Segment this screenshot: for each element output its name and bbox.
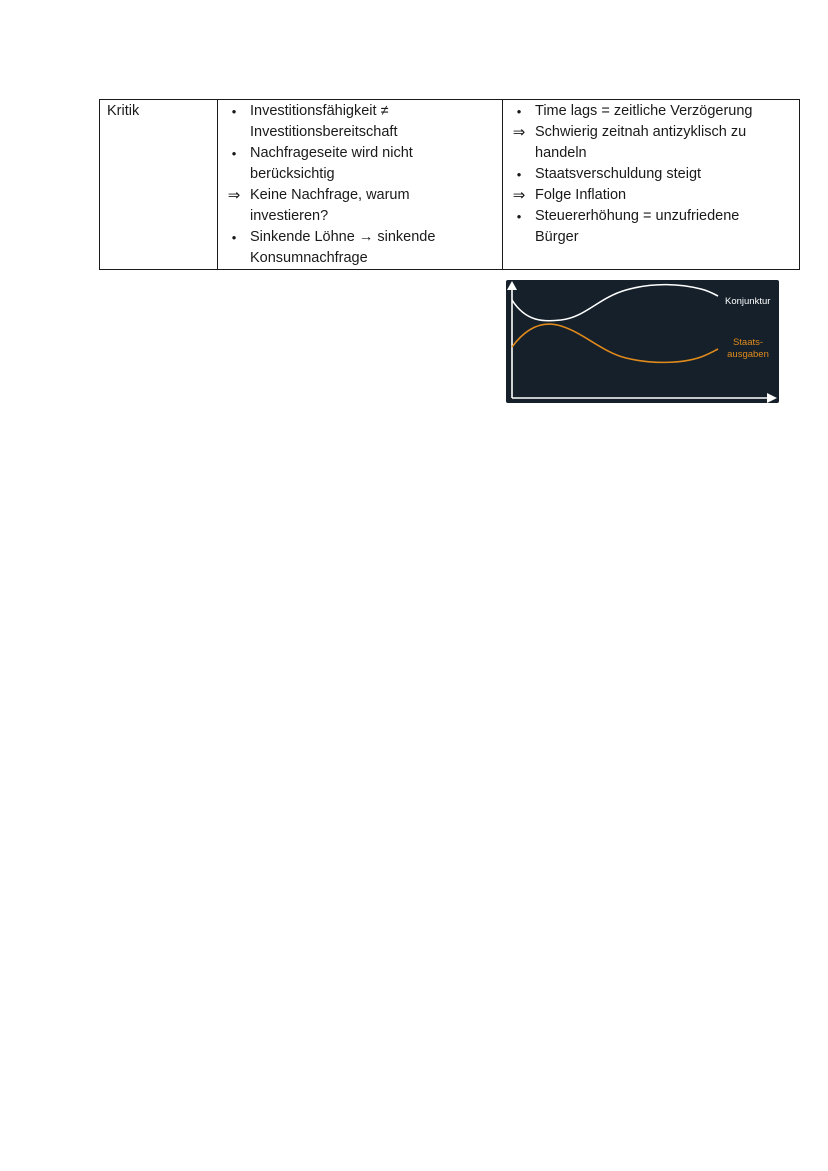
bullet-icon: • (516, 104, 522, 119)
list-item-text: Investitionsfähigkeit ≠ (250, 103, 389, 119)
list-item (218, 227, 502, 269)
bullet-icon: • (231, 104, 237, 119)
bullet-icon: • (231, 146, 237, 161)
row-label: Kritik (107, 103, 140, 119)
list-item (218, 185, 502, 227)
legend-staatsausgaben-line-1: Staats- (732, 337, 764, 348)
list-item-text: Schwierig zeitnah antizyklisch zu (535, 124, 747, 140)
bullet-icon: • (231, 230, 237, 245)
list-item-text: Staatsverschuldung steigt (535, 166, 702, 182)
business-cycle-chart (506, 280, 779, 403)
list-item-text: Bürger (535, 229, 579, 245)
legend-konjunktur: Konjunktur (725, 296, 771, 307)
list-item (503, 185, 799, 206)
list-item-text: handeln (535, 145, 587, 161)
implies-arrow-icon: ⇒ (512, 124, 526, 141)
list-item-text: Keine Nachfrage, warum (250, 187, 410, 203)
table-row (100, 100, 800, 270)
list-item-text: Nachfrageseite wird nicht (250, 145, 413, 161)
list-item (218, 143, 502, 185)
list-item-text: Folge Inflation (535, 187, 627, 203)
list-item-text: investieren? (250, 208, 329, 224)
implies-arrow-icon: ⇒ (227, 187, 241, 204)
criticism-list-3 (503, 101, 799, 248)
criticism-column-3 (503, 100, 800, 270)
row-label-cell (100, 100, 218, 270)
list-item-text: Time lags = zeitliche Verzögerung (535, 103, 753, 119)
list-item-text: Sinkende Löhne → sinkende (250, 229, 436, 245)
chart-svg (506, 280, 779, 403)
list-item (503, 164, 799, 185)
bullet-icon: • (516, 209, 522, 224)
list-item-text: Investitionsbereitschaft (250, 124, 398, 140)
series-konjunktur-line (512, 285, 718, 321)
x-axis-arrow (767, 393, 777, 403)
criticism-list-2 (218, 101, 502, 269)
list-item (503, 101, 799, 122)
implies-arrow-icon: ⇒ (512, 187, 526, 204)
bullet-icon: • (516, 167, 522, 182)
list-item-text: berücksichtig (250, 166, 335, 182)
list-item-text: Steuererhöhung = unzufriedene (535, 208, 740, 224)
list-item (218, 101, 502, 143)
series-staatsausgaben-line (512, 324, 718, 362)
list-item (503, 122, 799, 164)
list-item-text: Konsumnachfrage (250, 250, 368, 266)
criticism-column-2 (218, 100, 503, 270)
y-axis-arrow (507, 281, 517, 290)
list-item (503, 206, 799, 248)
criticism-table (99, 99, 800, 270)
legend-staatsausgaben-line-2: ausgaben (727, 349, 769, 360)
